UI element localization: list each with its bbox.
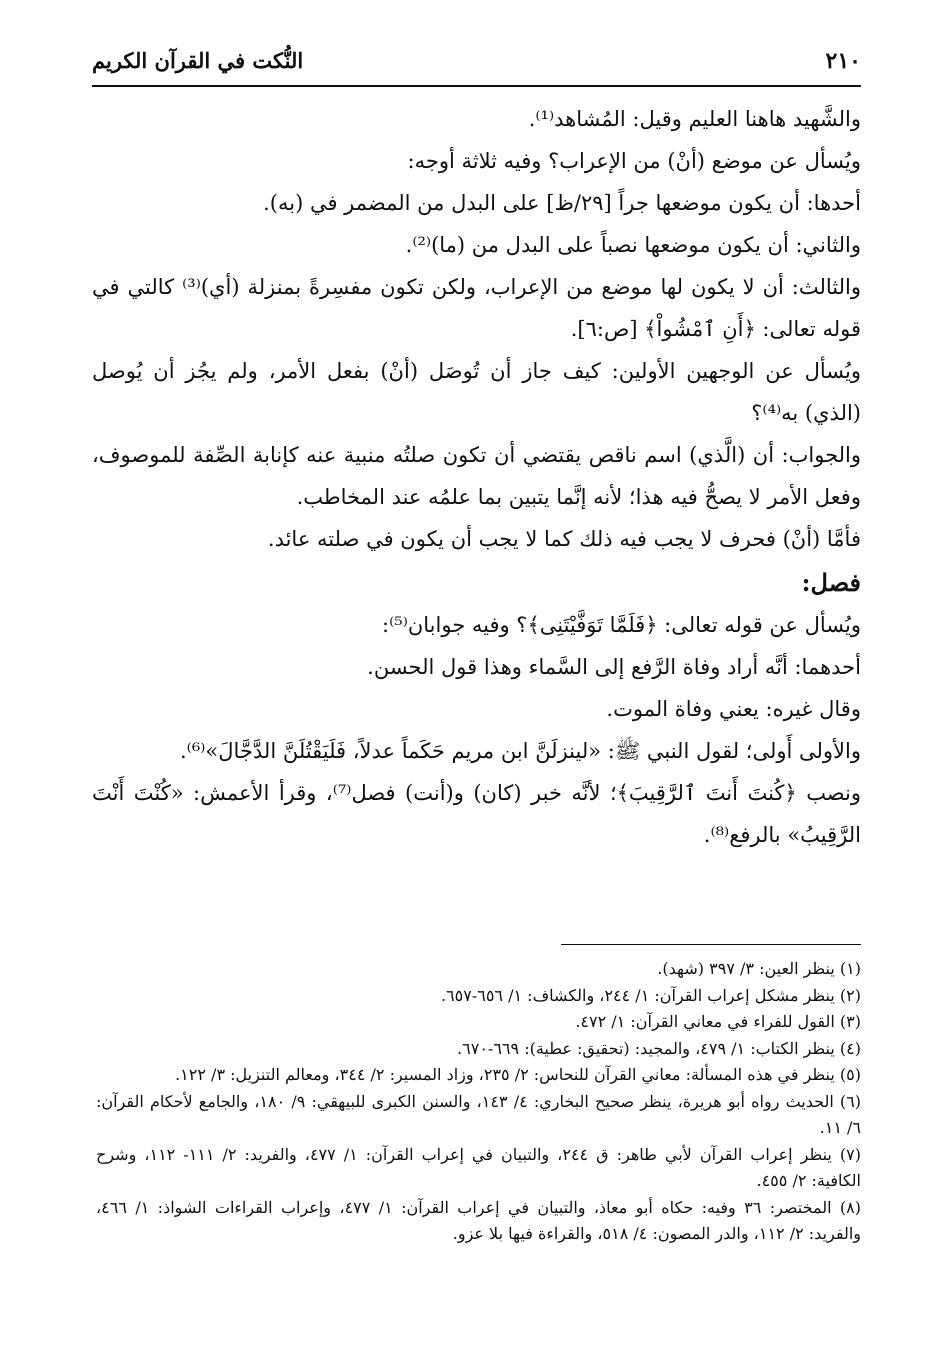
running-header (92, 48, 861, 88)
main-text (92, 98, 861, 856)
paragraph: ويُسأل عن الوجهين الأولين: كيف جاز أن تُوصَل (أنْ) بفعل الأمر، ولم يجُز أن يُوصل (الذي) به⁽⁴⁾؟ (92, 359, 861, 425)
section-heading: فصل: (801, 568, 861, 597)
paragraph: وقال غيره: يعني وفاة الموت. (606, 697, 861, 721)
footnote: (٨) المختصر: ٣٦ وفيه: حكاه أبو معاذ، والتبيان في إعراب القرآن: ١/ ٤٧٧، وإعراب القراءات الشواذ: ١/ ٤٦٦، والفريد: ٢/ ١١٢، والدر المصون: ٤/ ٥١٨، والقراءة فيها بلا عزو. (96, 1197, 861, 1243)
paragraph: والجواب: أن (الَّذي) اسم ناقص يقتضي أن تكون صلتُه منبية عنه كإنابة الصِّفة للموصوف، وفعل الأمر لا يصحُّ فيه هذا؛ لأنه إنَّما يتبين بما علمُه عند المخاطب. (92, 443, 861, 509)
paragraph: والشَّهيد هاهنا العليم وقيل: المُشاهد⁽¹⁾. (528, 107, 861, 131)
footnotes (96, 956, 861, 1248)
footnote: (٢) ينظر مشكل إعراب القرآن: ١/ ٢٤٤، والكشاف: ١/ ٦٥٦-٦٥٧. (440, 985, 861, 1005)
footnote: (٣) القول للفراء في معاني القرآن: ١/ ٤٧٢. (575, 1012, 861, 1031)
footnote: (٧) ينظر إعراب القرآن لأبي طاهر: ق ٢٤٤، والتبيان في إعراب القرآن: ١/ ٤٧٧، والفريد: ٢/ ١١١- ١١٢، وشرح الكافية: ٢/ ٤٥٥. (96, 1144, 861, 1190)
page-number: ٢١٠ (825, 48, 861, 74)
paragraph: ويُسأل عن قوله تعالى: ﴿فَلَمَّا تَوَفَّيْتَنِى﴾؟ وفيه جوابان⁽⁵⁾: (382, 613, 861, 637)
paragraph: أحدهما: أنَّه أراد وفاة الرَّفع إلى السَّماء وهذا قول الحسن. (367, 655, 861, 679)
paragraph: أحدها: أن يكون موضعها جراً [٢٩/ظ] على البدل من المضمر في (به). (263, 191, 861, 215)
paragraph: والثاني: أن يكون موضعها نصباً على البدل من (ما)⁽²⁾. (405, 233, 861, 257)
footnote: (٤) ينظر الكتاب: ١/ ٤٧٩، والمجيد: (تحقيق: عطية): ٦٦٩-٦٧٠. (457, 1038, 861, 1058)
book-title: النُّكت في القرآن الكريم (92, 48, 304, 73)
paragraph: ويُسأل عن موضع (أنْ) من الإعراب؟ وفيه ثلاثة أوجه: (407, 149, 861, 173)
footnote-separator (561, 944, 861, 945)
header-rule (92, 85, 861, 87)
footnote: (٦) الحديث رواه أبو هريرة، ينظر صحيح البخاري: ٤/ ١٤٣، والسنن الكبرى للبيهقي: ٩/ ١٨٠، والجامع لأحكام القرآن: ٦/ ١١. (96, 1091, 862, 1137)
footnote: (١) ينظر العين: ٣/ ٣٩٧ (شهد). (657, 959, 861, 978)
paragraph: ونصب ﴿كُنتَ أَنتَ ٱلرَّقِيبَ﴾؛ لأنَّه خبر (كان) و(أنت) فصل⁽⁷⁾، وقرأ الأعمش: «كُنْتَ أَنْتَ الرَّقِيبُ» بالرفع⁽⁸⁾. (92, 781, 862, 847)
footnote: (٥) ينظر في هذه المسألة: معاني القرآن للنحاس: ٢/ ٢٣٥، وزاد المسير: ٢/ ٣٤٤، ومعالم التنزيل: ٣/ ١٢٢. (175, 1065, 861, 1084)
paragraph: والثالث: أن لا يكون لها موضع من الإعراب، ولكن تكون مفسِرةً بمنزلة (أي)⁽³⁾ كالتي في قوله تعالى: ﴿أَنِ ٱمْشُواْ﴾ [ص:٦]. (92, 275, 862, 341)
paragraph: فأمَّا (أنْ) فحرف لا يجب فيه ذلك كما لا يجب أن يكون في صلته عائد. (267, 527, 861, 551)
paragraph: والأولى أَولى؛ لقول النبي ﷺ: «لينزلَنَّ ابن مريم حَكَماً عدلاً، فَلَيَقْتُلَنَّ الدَّجَّالَ»⁽⁶⁾. (180, 739, 861, 763)
